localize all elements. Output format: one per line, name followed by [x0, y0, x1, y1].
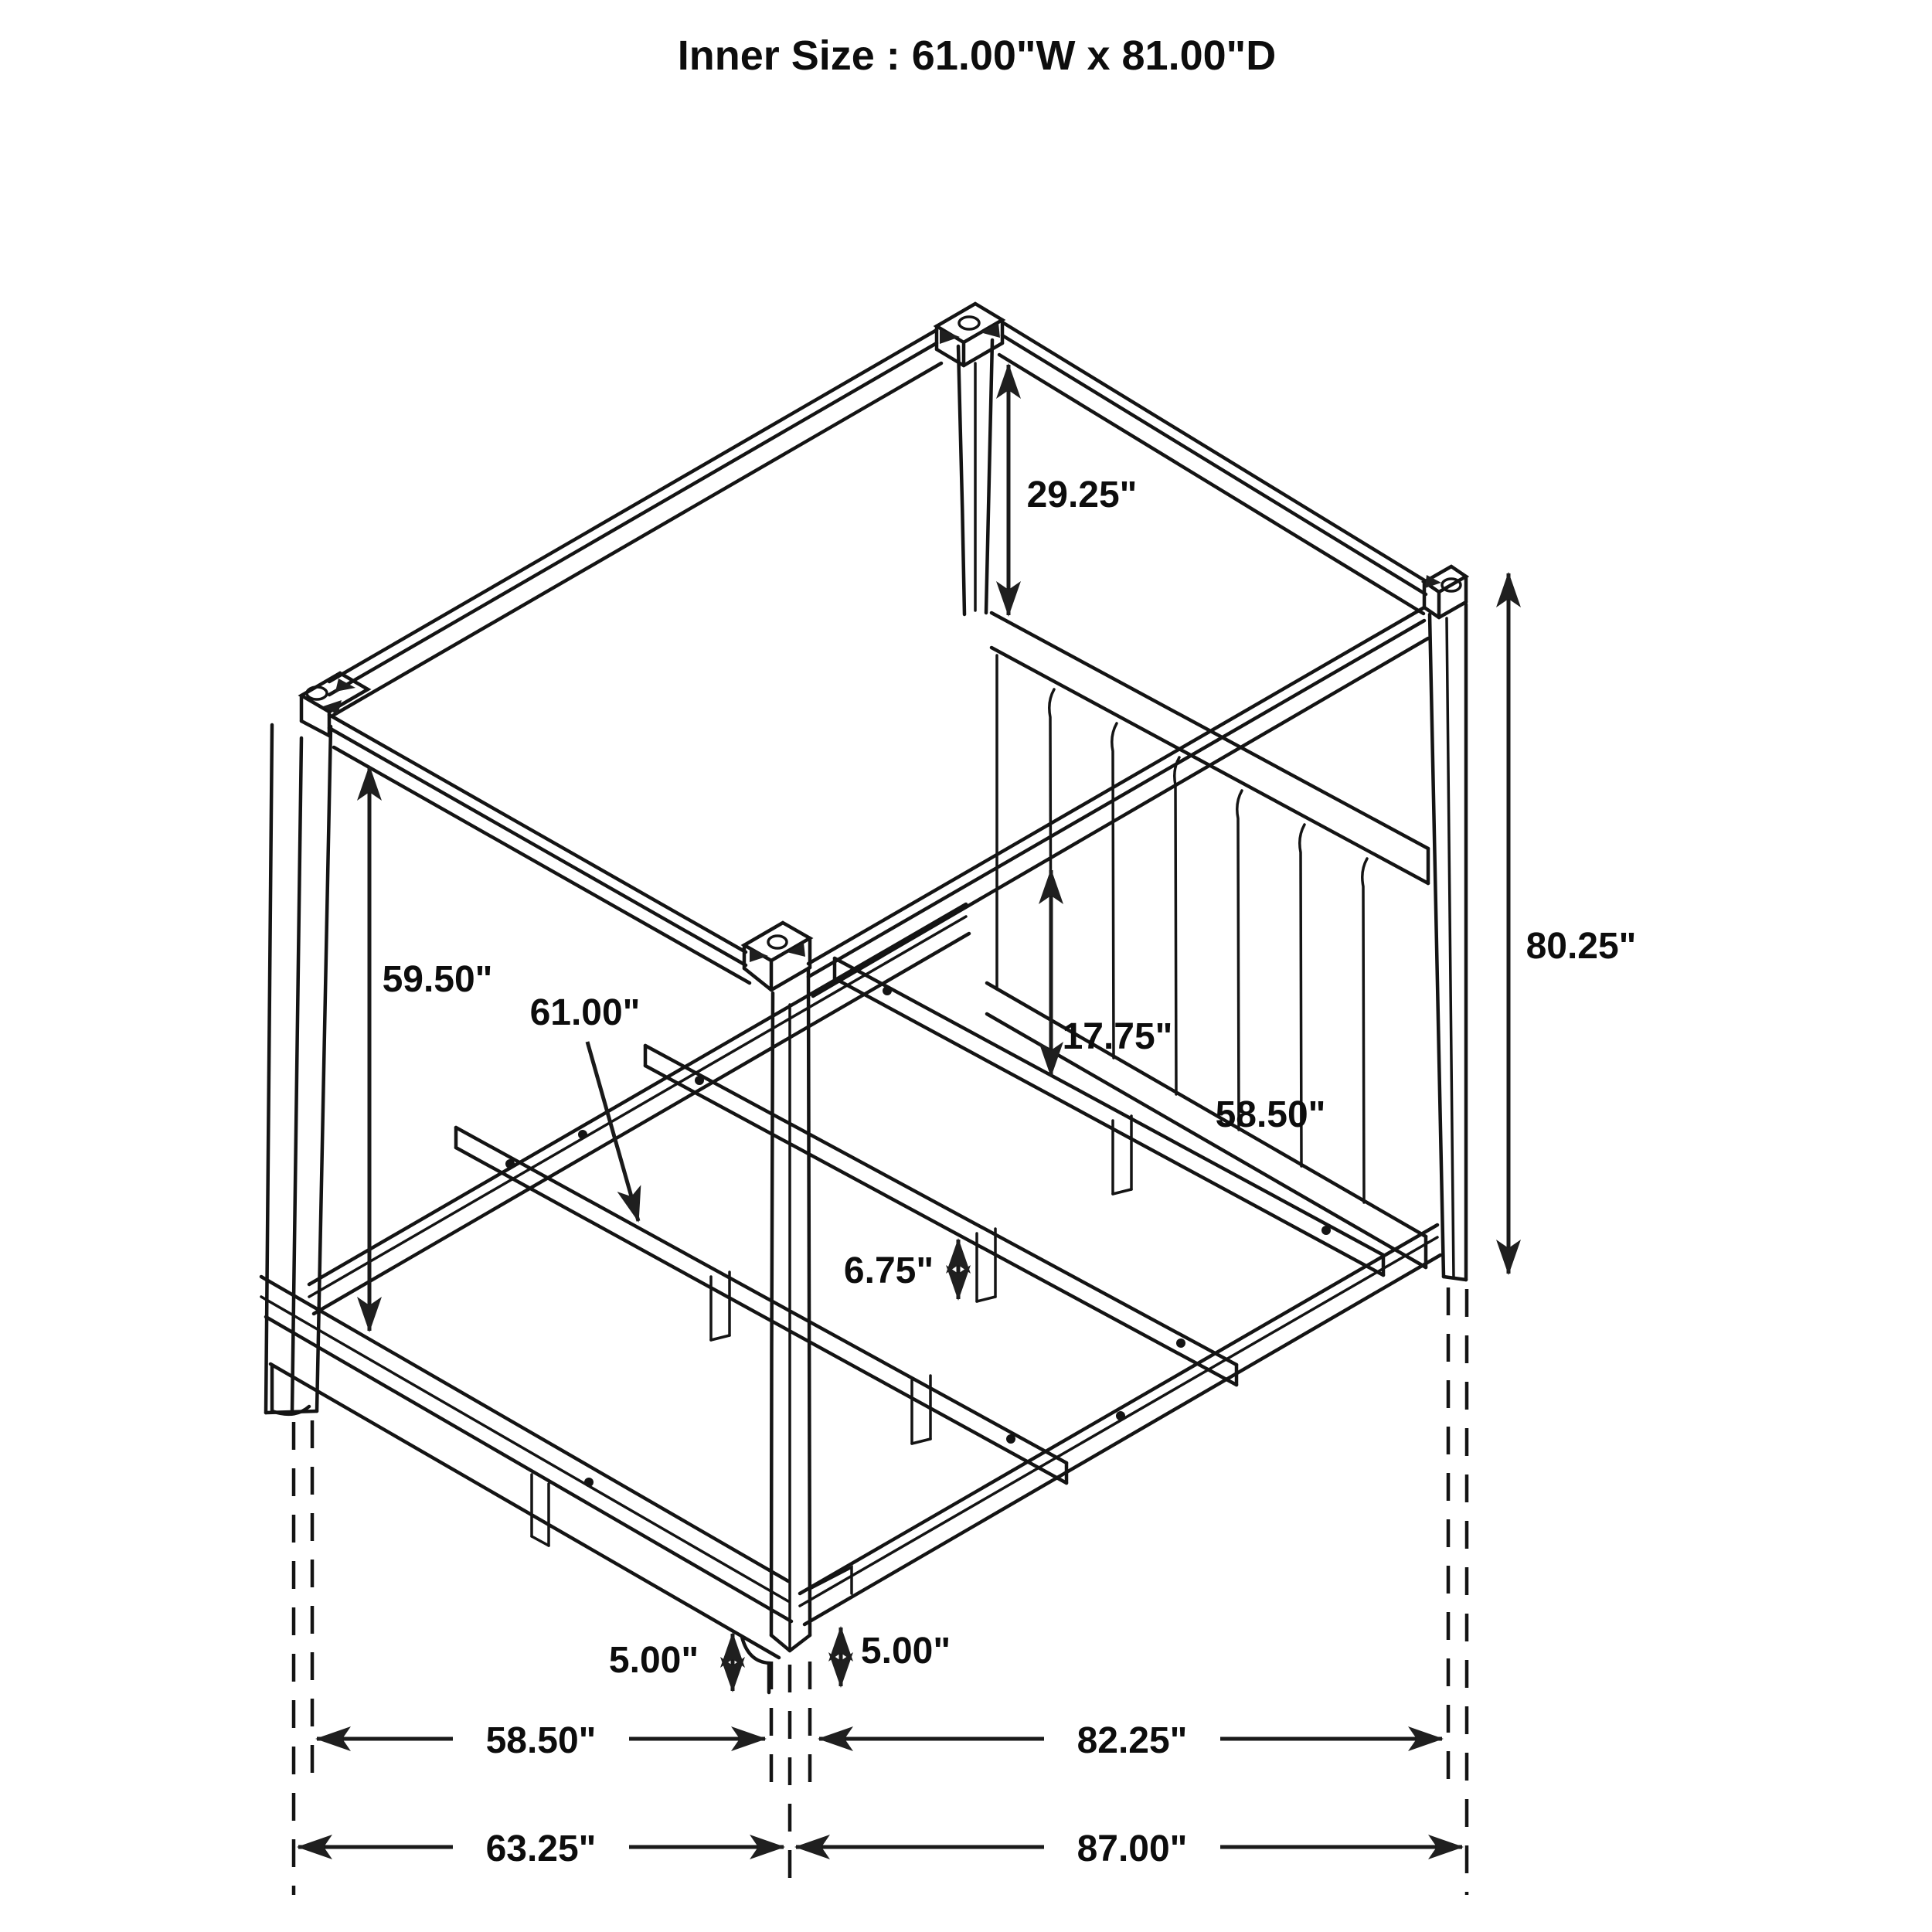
canopy-corner-left	[301, 673, 368, 736]
slat-rails	[456, 958, 1383, 1483]
bed-frame	[261, 904, 1440, 1692]
dim-canopy-to-headboard: 29.25"	[1026, 474, 1138, 515]
dim-bottom-width-overall: 63.25"	[485, 1828, 597, 1869]
page-title: Inner Size : 61.00"W x 81.00"D	[677, 32, 1277, 79]
canopy-corner-front	[744, 923, 810, 990]
headboard	[987, 613, 1428, 1267]
dim-bottom-depth-inner: 82.25"	[1077, 1720, 1188, 1761]
dim-support-leg-height: 6.75"	[843, 1250, 934, 1291]
canopy-corner-right	[1424, 566, 1466, 617]
dim-overall-height: 80.25"	[1526, 926, 1637, 967]
dim-bottom-depth-overall: 87.00"	[1077, 1828, 1188, 1869]
dim-frame-clearance: 5.00"	[860, 1631, 951, 1672]
canopy-frame	[301, 304, 1466, 996]
dim-footboard-to-canopy: 59.50"	[382, 959, 493, 1000]
dim-footboard-clearance: 5.00"	[608, 1640, 699, 1681]
extension-lines	[294, 1287, 1467, 1895]
dim-bottom-width-inner: 58.50"	[485, 1720, 597, 1761]
dim-headboard-panel-height: 17.75"	[1062, 1016, 1173, 1057]
dim-headboard-inner-width: 58.50"	[1215, 1094, 1326, 1135]
dim-slat-length: 61.00"	[529, 992, 641, 1033]
